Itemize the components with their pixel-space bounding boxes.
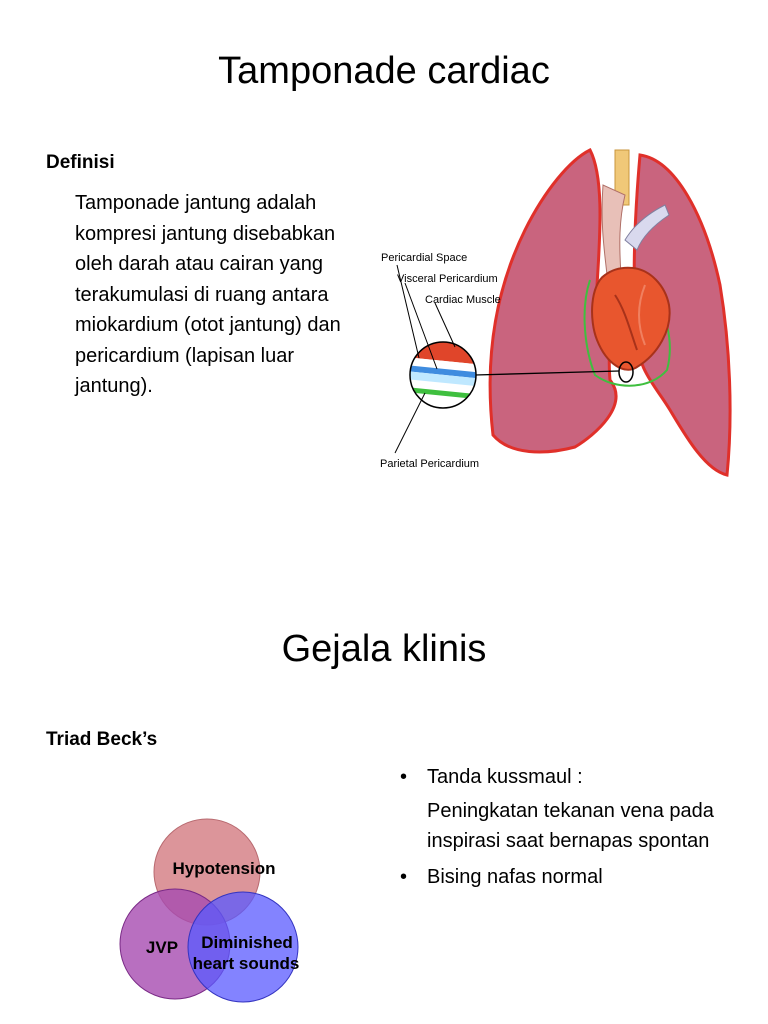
- slide-gejala-klinis: [0, 512, 768, 1024]
- aorta: [602, 185, 625, 275]
- list-item-detail: [400, 796, 750, 856]
- slide-title: Gejala klinis: [281, 628, 487, 670]
- slide-title: Tamponade cardiac: [218, 50, 550, 92]
- venn-label-top: Hypotension: [172, 859, 276, 878]
- pericardium-detail: [405, 335, 485, 415]
- section-heading: Definisi: [46, 152, 115, 173]
- label-cardiac-muscle: Cardiac Muscle: [425, 294, 501, 306]
- becks-triad-venn: [110, 807, 320, 1017]
- label-pericardial-space: Pericardial Space: [381, 252, 468, 264]
- bullet-label: Bising nafas normal: [427, 866, 603, 888]
- bullet-detail: Peningkatan tekanan vena pada inspirasi saat bernapas spontan: [427, 800, 714, 852]
- list-item: [400, 762, 750, 792]
- venn-label-left: JVP: [145, 938, 179, 957]
- venn-label-right-2: heart sounds: [192, 954, 300, 973]
- label-parietal-pericardium: Parietal Pericardium: [380, 458, 480, 470]
- section-heading: Triad Beck’s: [46, 729, 158, 750]
- bullet-label: Tanda kussmaul :: [427, 766, 583, 788]
- venn-label-right-1: Diminished: [201, 933, 293, 952]
- label-visceral-pericardium: Visceral Pericardium: [397, 273, 498, 285]
- definition-text: Tamponade jantung adalah kompresi jantung disebabkan oleh darah atau cairan yang terakumulasi di ruang antara miokardium (otot jantung) dan pericardium (lapisan luar jantung).: [75, 192, 341, 397]
- symptom-list: [400, 762, 750, 892]
- heart-lung-illustration: [375, 135, 735, 485]
- list-item: [400, 862, 750, 892]
- bullet-glyph: •: [400, 866, 408, 888]
- bullet-glyph: •: [400, 766, 408, 788]
